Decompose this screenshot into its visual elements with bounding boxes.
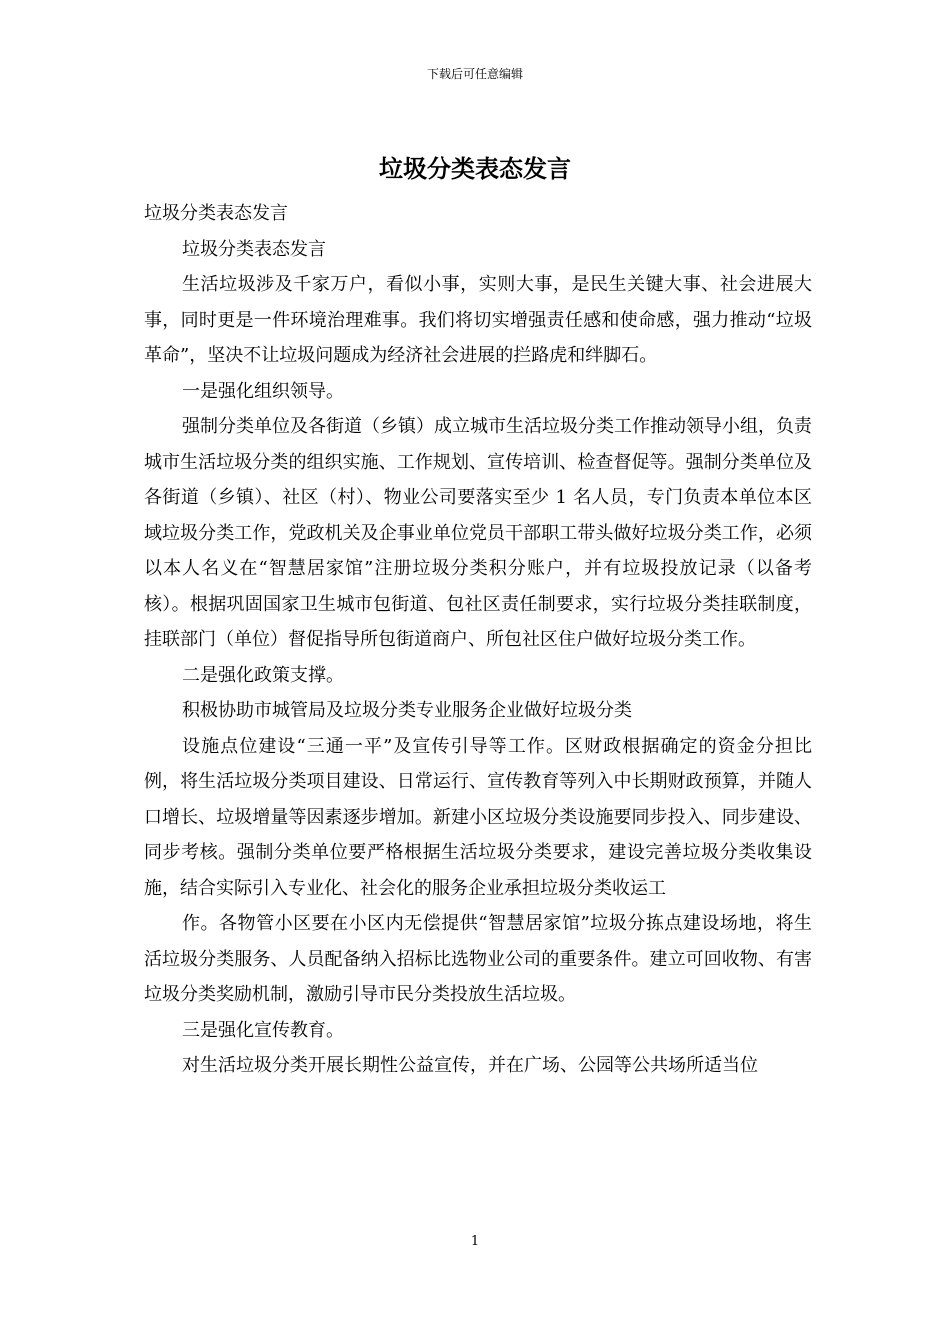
section-heading-education: 三是强化宣传教育。 xyxy=(182,1019,344,1041)
paragraph-subtitle: 垃圾分类表态发言 xyxy=(144,203,288,224)
section-heading-organization: 一是强化组织领导。 xyxy=(182,380,344,402)
section-heading-policy: 二是强化政策支撑。 xyxy=(182,664,344,686)
page-number: 1 xyxy=(470,1234,480,1249)
paragraph-organization: 强制分类单位及各街道（乡镇）成立城市生活垃圾分类工作推动领导小组，负责城市生活垃圾分类的组织实施、工作规划、宣传培训、检查督促等。强制分类单位及各街道（乡镇）、社区（村）、物业公司要落实至少 1 名人员，专门负责本单位本区域垃圾分类工作，党政机关及企事业单位党员干部职工带头做好垃圾分类工作，必须以本人名义在“智慧居家馆”注册垃圾分类积分账户，并有垃圾投放记录（以备考核）。根据巩固国家卫生城市包街道、包社区责任制要求，实行垃圾分类挂联制度，挂联部门（单位）督促指导所包街道商户、所包社区住户做好垃圾分类工作。 xyxy=(144,416,812,650)
paragraph-policy-continued: 作。各物管小区要在小区内无偿提供“智慧居家馆”垃圾分拣点建设场地，将生活垃圾分类服务、人员配备纳入招标比选物业公司的重要条件。建立可回收物、有害垃圾分类奖励机制，激励引导市民分类投放生活垃圾。 xyxy=(144,913,812,1005)
document-title: 垃圾分类表态发言 xyxy=(379,154,571,183)
paragraph-policy-lead: 积极协助市城管局及垃圾分类专业服务企业做好垃圾分类 xyxy=(182,700,632,721)
paragraph-intro: 生活垃圾涉及千家万户，看似小事，实则大事，是民生关键大事、社会进展大事，同时更是一件环境治理难事。我们将切实增强责任感和使命感，强力推动“垃圾革命”，坚决不让垃圾问题成为经济社会进展的拦路虎和绊脚石。 xyxy=(144,274,812,366)
paragraph-education: 对生活垃圾分类开展长期性公益宣传，并在广场、公园等公共场所适当位 xyxy=(182,1055,758,1076)
document-body xyxy=(144,196,812,1084)
header-note: 下载后可任意编辑 xyxy=(426,67,523,81)
paragraph-policy-detail: 设施点位建设“三通一平”及宣传引导等工作。区财政根据确定的资金分担比例，将生活垃圾分类项目建设、日常运行、宣传教育等列入中长期财政预算，并随人口增长、垃圾增量等因素逐步增加。新建小区垃圾分类设施要同步投入、同步建设、同步考核。强制分类单位要严格根据生活垃圾分类要求，建设完善垃圾分类收集设施，结合实际引入专业化、社会化的服务企业承担垃圾分类收运工 xyxy=(144,735,812,899)
paragraph-subtitle-indented: 垃圾分类表态发言 xyxy=(182,238,326,260)
